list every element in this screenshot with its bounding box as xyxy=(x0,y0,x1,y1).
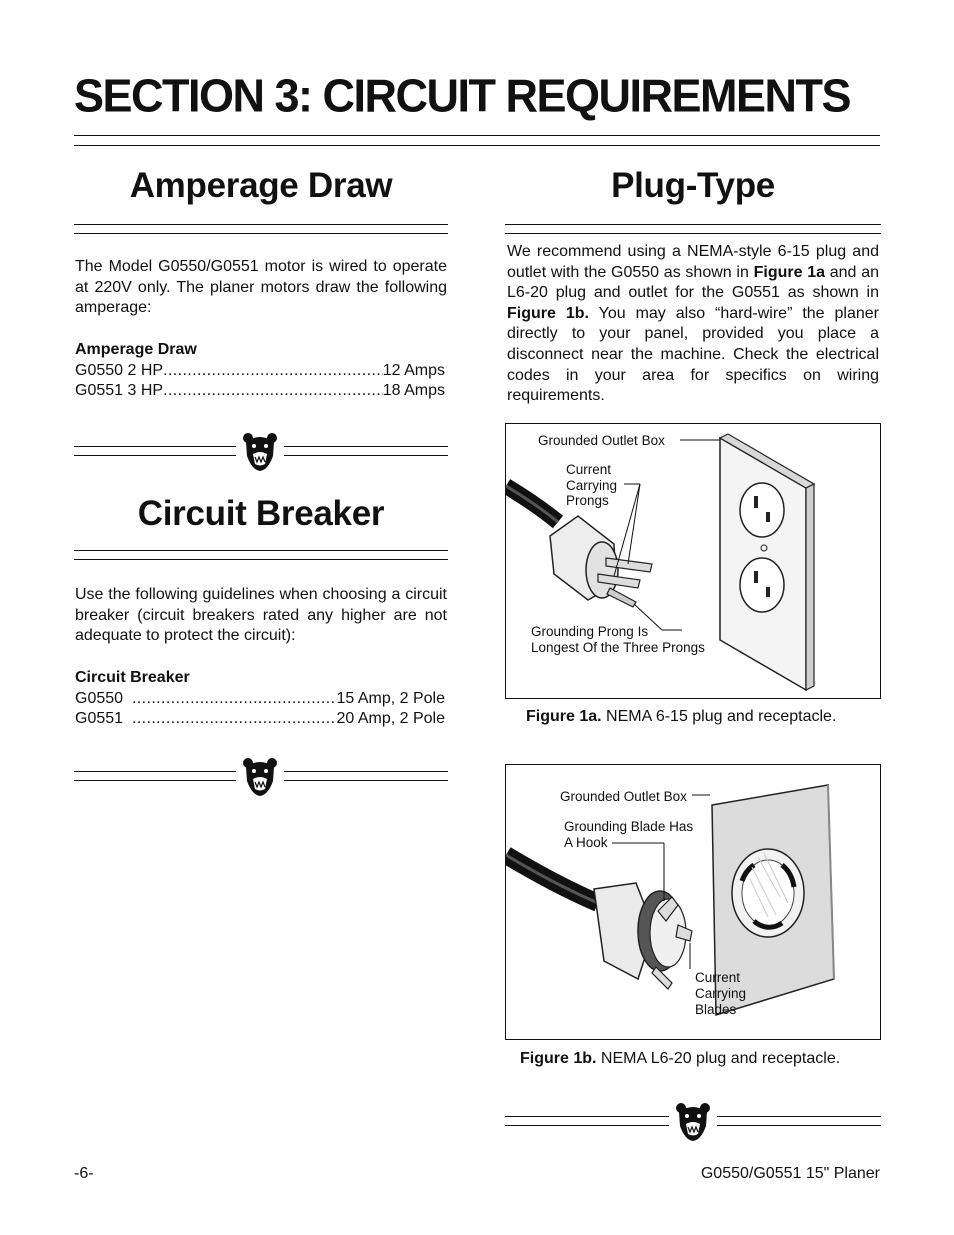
divider-rule xyxy=(284,771,448,772)
bear-logo-icon xyxy=(242,432,278,472)
spec-row-name: G0550 xyxy=(75,689,132,707)
breaker-spec-title: Circuit Breaker xyxy=(75,669,190,686)
figure-1a xyxy=(505,423,881,699)
breaker-rule-bottom xyxy=(74,559,448,560)
divider-rule xyxy=(74,446,236,447)
spec-row-name: G0551 xyxy=(75,710,132,728)
amperage-body: The Model G0550/G0551 motor is wired to operate at 220V only. The planer motors draw the following amperage: xyxy=(75,258,447,317)
spec-row-value: 18 Amps xyxy=(382,382,445,400)
figure-1b-reference: Figure 1b. xyxy=(507,304,589,322)
title-rule-bottom xyxy=(74,145,880,146)
label-carrying: Carrying xyxy=(566,478,618,493)
page-title: SECTION 3: CIRCUIT REQUIREMENTS xyxy=(74,69,851,122)
label-grounding-prong: Grounding Prong Is xyxy=(531,624,649,639)
divider-rule xyxy=(74,780,236,781)
bear-logo-icon xyxy=(675,1102,711,1142)
label-carrying: Carrying xyxy=(695,986,747,1001)
label-grounded-outlet-box: Grounded Outlet Box xyxy=(560,789,687,804)
divider-rule xyxy=(717,1125,881,1126)
figure-1b xyxy=(505,764,881,1040)
label-current: Current xyxy=(566,462,612,477)
divider-rule xyxy=(284,455,448,456)
figure-1a-reference: Figure 1a xyxy=(753,263,826,281)
breaker-spec-table xyxy=(75,668,445,730)
plug-rule-bottom xyxy=(505,233,881,234)
label-longest-prong: Longest Of the Three Prongs xyxy=(531,640,705,655)
spec-row xyxy=(75,709,445,730)
figure-1b-caption: Figure 1b. NEMA L6-20 plug and receptacle. xyxy=(520,1050,841,1067)
divider-rule xyxy=(505,1116,669,1117)
spec-row xyxy=(75,381,445,402)
divider-rule xyxy=(284,446,448,447)
label-grounding-blade: Grounding Blade Has xyxy=(564,819,694,834)
breaker-heading: Circuit Breaker xyxy=(137,494,385,533)
amperage-spec-table xyxy=(75,340,445,402)
label-current: Current xyxy=(695,970,741,985)
label-prongs: Prongs xyxy=(566,493,609,508)
figure-1b-illustration xyxy=(506,765,880,1039)
divider-rule xyxy=(505,1125,669,1126)
spec-row xyxy=(75,361,445,382)
amperage-heading: Amperage Draw xyxy=(129,166,393,205)
label-grounded-outlet-box: Grounded Outlet Box xyxy=(538,433,665,448)
spec-row-name: G0550 2 HP xyxy=(75,361,164,379)
page-number: -6- xyxy=(74,1165,94,1182)
spec-row xyxy=(75,689,445,710)
divider-rule xyxy=(284,780,448,781)
bear-logo-icon xyxy=(242,757,278,797)
spec-row-value: 20 Amp, 2 Pole xyxy=(336,710,445,728)
manual-title: G0550/G0551 15" Planer xyxy=(700,1165,880,1182)
divider-rule xyxy=(717,1116,881,1117)
divider-rule xyxy=(74,455,236,456)
plug-body: We recommend using a NEMA-style 6-15 plug and outlet with the G0550 as shown in Figure 1a and an L6-20 plug and outlet for the G0551 as shown in Figure 1b. You may also “hard-wire” the planer directly to your panel, provided you place a disconnect near the machine. Check the electrical codes in your area for specifics on wiring requirements. xyxy=(507,243,880,405)
plug-rule-top xyxy=(505,224,881,225)
amperage-spec-title: Amperage Draw xyxy=(75,341,197,358)
spec-row-name: G0551 3 HP xyxy=(75,382,164,400)
label-a-hook: A Hook xyxy=(564,835,608,850)
breaker-rule-top xyxy=(74,550,448,551)
label-blades: Blades xyxy=(695,1002,737,1017)
breaker-body: Use the following guidelines when choosing a circuit breaker (circuit breakers rated any higher are not adequate to protect the circuit): xyxy=(75,586,447,645)
figure-1a-caption: Figure 1a. NEMA 6-15 plug and receptacle. xyxy=(526,708,837,725)
divider-rule xyxy=(74,771,236,772)
amperage-rule-bottom xyxy=(74,233,448,234)
spec-row-value: 15 Amp, 2 Pole xyxy=(336,689,445,707)
plug-heading: Plug-Type xyxy=(611,166,775,205)
amperage-rule-top xyxy=(74,224,448,225)
spec-row-value: 12 Amps xyxy=(382,361,445,379)
figure-1a-illustration xyxy=(506,424,880,698)
title-rule-top xyxy=(74,135,880,136)
